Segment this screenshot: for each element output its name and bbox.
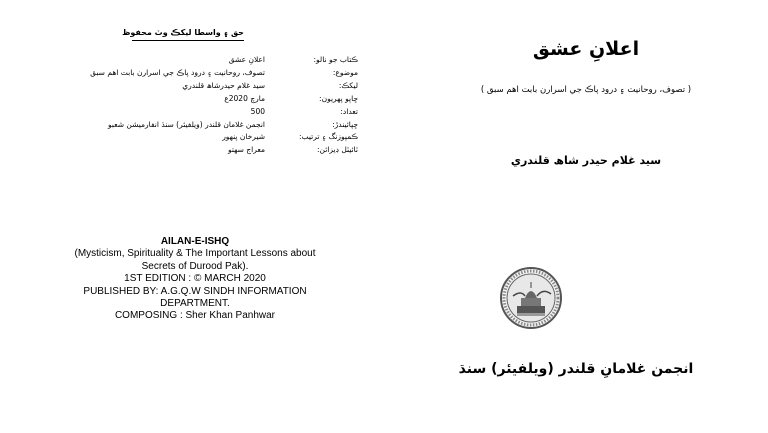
author-name: سيد غلام حيدر شاھ قلندري	[510, 154, 662, 167]
colophon-row	[40, 54, 358, 67]
colophon-value: انجمن غلامان قلندر (ويلفيئر) سنڌ انفارميشن شعبو	[107, 119, 265, 129]
colophon-label: ڇاپو پهريون:	[319, 93, 358, 103]
english-colophon	[30, 236, 360, 323]
colophon-label: ليکڪ:	[338, 80, 358, 90]
colophon-row	[40, 144, 358, 157]
english-line: (Mysticism, Spirituality & The Important Lessons about	[74, 248, 316, 260]
right-page	[384, 0, 768, 433]
copyright-notice: حق ۽ واسطا ليکڪ وٽ محفوظ	[122, 28, 244, 37]
english-title: AILAN-E-ISHQ	[160, 236, 230, 247]
copyright-underline	[132, 40, 244, 41]
english-line: COMPOSING : Sher Khan Panhwar	[114, 310, 276, 322]
colophon-label: تعداد:	[340, 106, 358, 116]
colophon-row	[40, 67, 358, 80]
colophon-row	[40, 131, 358, 144]
english-line: PUBLISHED BY: A.G.Q.W SINDH INFORMATION	[83, 285, 307, 297]
colophon-label: ڇپائيندڙ:	[332, 119, 358, 129]
publisher-name: انجمن غلامانِ قلندر (ويلفيئر) سنڌ	[458, 361, 694, 377]
english-line: DEPARTMENT.	[160, 298, 230, 310]
book-subtitle: ( تصوف، روحانيت ۽ درود پاڪ جي اسرارن بابت اهم سبق )	[480, 85, 692, 95]
colophon-value: سيد غلام حيدرشاھ قلندري	[182, 80, 265, 90]
colophon-table	[40, 54, 358, 157]
colophon-value: معراج سهتو	[228, 145, 265, 155]
english-line: 1ST EDITION : © MARCH 2020	[124, 273, 266, 285]
colophon-label: موضوع:	[332, 67, 358, 77]
colophon-row	[40, 93, 358, 106]
colophon-value: 500	[250, 106, 265, 116]
colophon-label: ڪتاب جو نالو:	[313, 55, 358, 64]
colophon-value: مارچ 2020ع	[224, 93, 265, 103]
english-line: Secrets of Durood Pak).	[141, 260, 249, 272]
colophon-value: تصوف، روحانيت ۽ درود پاڪ جي اسرارن بابت اهم سبق	[90, 67, 265, 77]
colophon-label: ڪمپوزنگ ۽ ترتيب:	[298, 132, 358, 142]
organization-seal-icon	[499, 266, 563, 330]
colophon-row	[40, 119, 358, 132]
colophon-value: شيرخان پنهور	[222, 132, 265, 142]
colophon-row	[40, 80, 358, 93]
colophon-row	[40, 106, 358, 119]
colophon-value: اعلانِ عشق	[228, 55, 265, 64]
colophon-label: ٽائيٽل ڊيزائن:	[316, 145, 358, 155]
book-title: اعلانِ عشق	[532, 38, 640, 60]
